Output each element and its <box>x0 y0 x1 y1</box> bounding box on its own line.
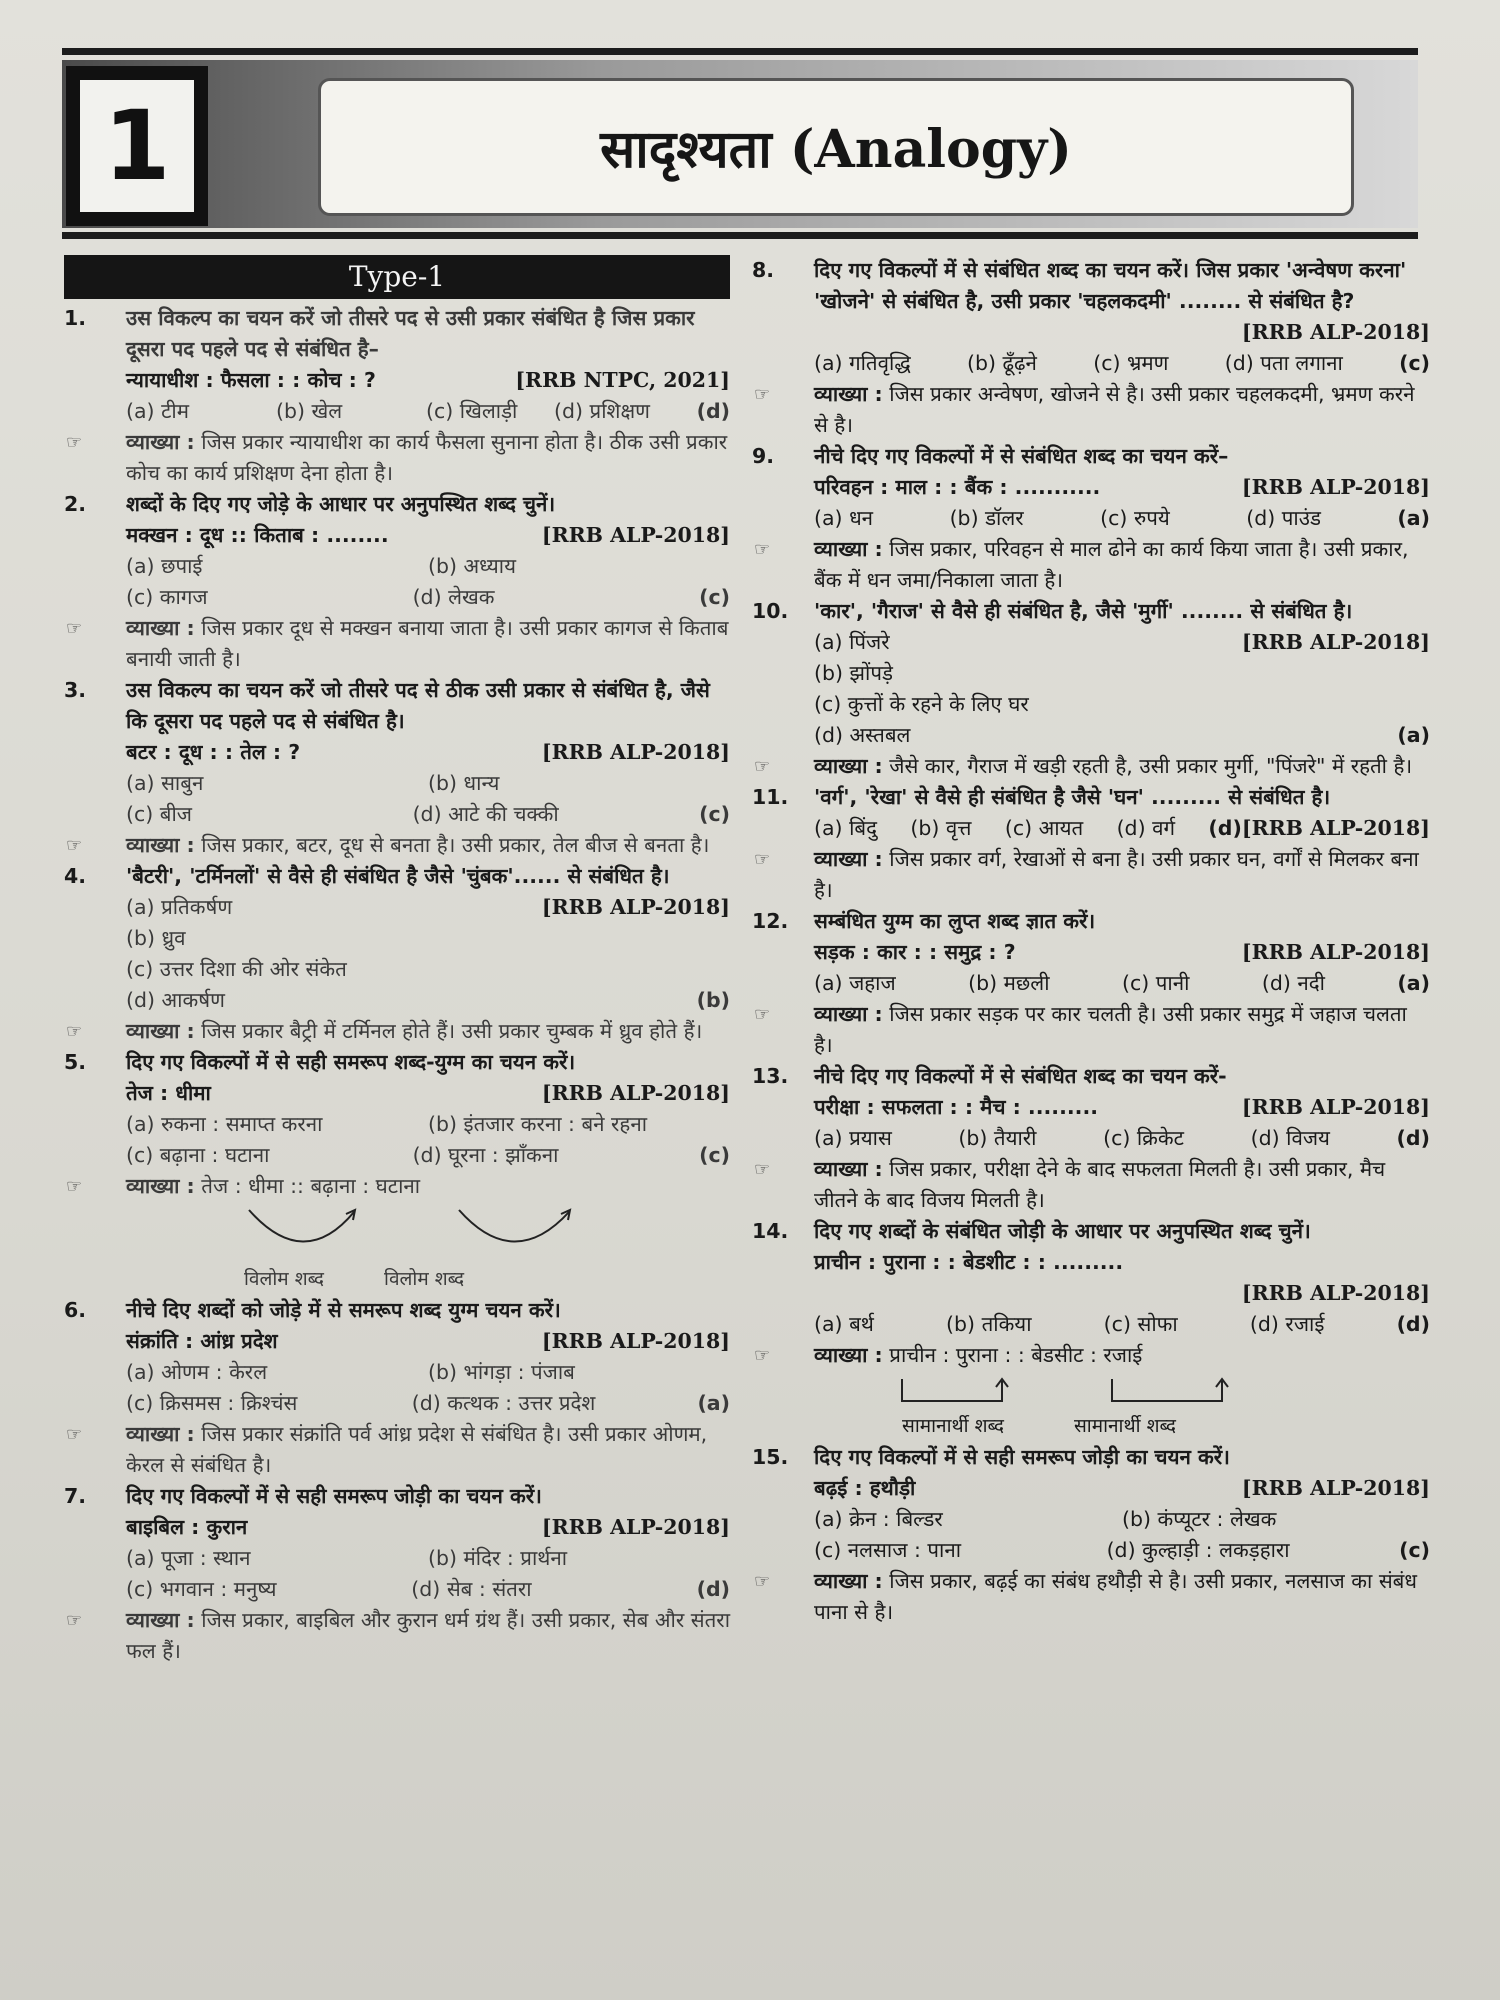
synonym-label: सामानार्थी शब्द <box>902 1415 1004 1437</box>
explanation-label: व्याख्या : <box>126 833 195 857</box>
option-c: (c) कागज <box>126 585 208 609</box>
question-10 <box>752 596 1430 751</box>
option-d: (d) नदी <box>1261 971 1325 995</box>
explanation-label: व्याख्या : <box>814 1157 883 1181</box>
pointing-hand-icon: ☞ <box>754 1571 771 1592</box>
right-column <box>752 255 1430 1628</box>
explanation-5 <box>64 1171 730 1202</box>
explanation-label: व्याख्या : <box>126 1422 195 1446</box>
question-13 <box>752 1061 1430 1154</box>
question-6 <box>64 1295 730 1419</box>
option-c: (c) रुपये <box>1100 506 1170 530</box>
answer-key: (a) <box>1397 723 1430 747</box>
exam-source: [RRB ALP-2018] <box>1241 630 1430 654</box>
header-top-rule <box>62 48 1418 55</box>
question-text: नीचे दिए शब्दों को जोड़े में से समरूप शब्द युग्म चयन करें। <box>126 1298 561 1322</box>
answer-key: (c) <box>1399 351 1430 375</box>
explanation-7 <box>64 1605 730 1667</box>
answer-key: (a) <box>1397 971 1430 995</box>
option-b: (b) अध्याय <box>428 554 516 578</box>
explanation-text: तेज : धीमा :: बढ़ाना : घटाना <box>201 1174 421 1198</box>
exam-source: [RRB ALP-2018] <box>1241 475 1430 499</box>
question-7 <box>64 1481 730 1605</box>
question-prompt: परिवहन : माल : : बैंक : ........... <box>814 475 1101 499</box>
option-b: (b) भांगड़ा : पंजाब <box>428 1360 575 1384</box>
pointing-hand-icon: ☞ <box>754 1345 771 1366</box>
question-text: सम्बंधित युग्म का लुप्त शब्द ज्ञात करें। <box>814 909 1096 933</box>
question-text: 'वर्ग', 'रेखा' से वैसे ही संबंधित है जैसे 'घन' ......... से संबंधित है। <box>814 785 1331 809</box>
exam-source: [RRB ALP-2018] <box>541 1329 730 1353</box>
option-b: (b) वृत्त <box>910 816 972 840</box>
option-b: (b) खेल <box>276 399 343 423</box>
question-number: 2. <box>64 492 87 516</box>
question-number: 5. <box>64 1050 87 1074</box>
explanation-text: जिस प्रकार वर्ग, रेखाओं से बना है। उसी प्रकार घन, वर्गों से मिलकर बना है। <box>814 847 1419 902</box>
explanation-text: जिस प्रकार संक्रांति पर्व आंध्र प्रदेश से संबंधित है। उसी प्रकार ओणम, केरल से संबंधित है। <box>126 1422 708 1477</box>
option-b: (b) धान्य <box>428 771 500 795</box>
exam-source: [RRB ALP-2018] <box>1241 320 1430 344</box>
pointing-hand-icon: ☞ <box>66 1424 83 1445</box>
answer-key: (c) <box>699 585 731 609</box>
option-b: (b) झोंपड़े <box>814 661 893 685</box>
exam-source: [RRB ALP-2018] <box>1241 816 1430 840</box>
type-heading: Type-1 <box>64 255 730 299</box>
explanation-2 <box>64 613 730 675</box>
answer-key: (d) <box>1396 1312 1430 1336</box>
option-c: (c) बढ़ाना : घटाना <box>126 1143 270 1167</box>
antonym-label: विलोम शब्द <box>384 1268 465 1290</box>
option-b: (b) तैयारी <box>958 1126 1037 1150</box>
option-c: (c) पानी <box>1121 971 1190 995</box>
question-text: दिए गए शब्दों के संबंधित जोड़ी के आधार पर अनुपस्थित शब्द चुनें। <box>814 1219 1311 1243</box>
option-c: (c) आयत <box>1004 816 1084 840</box>
pointing-hand-icon: ☞ <box>754 1159 771 1180</box>
question-number: 10. <box>752 599 789 623</box>
option-b: (b) तकिया <box>946 1312 1032 1336</box>
question-number: 1. <box>64 306 87 330</box>
answer-key: (c) <box>1399 1538 1431 1562</box>
option-d: (d) आटे की चक्की <box>412 802 559 826</box>
option-a: (a) पिंजरे <box>814 630 890 654</box>
explanation-10 <box>752 751 1430 782</box>
question-prompt: संक्रांति : आंध्र प्रदेश <box>126 1329 278 1353</box>
option-d: (d) सेब : संतरा <box>411 1577 532 1601</box>
option-a: (a) टीम <box>126 399 189 423</box>
question-12 <box>752 906 1430 999</box>
explanation-label: व्याख्या : <box>814 754 883 778</box>
exam-source: [RRB ALP-2018] <box>1241 1476 1430 1500</box>
option-b: (b) इंतजार करना : बने रहना <box>428 1112 648 1136</box>
answer-key: (a) <box>1397 506 1430 530</box>
option-b: (b) मंदिर : प्रार्थना <box>428 1546 568 1570</box>
question-text: दिए गए विकल्पों में से सही समरूप जोड़ी का चयन करें। <box>814 1445 1230 1469</box>
explanation-label: व्याख्या : <box>814 1343 883 1367</box>
explanation-3 <box>64 830 730 861</box>
pointing-hand-icon: ☞ <box>754 1004 771 1025</box>
explanation-text: जिस प्रकार, बाइबिल और कुरान धर्म ग्रंथ हैं। उसी प्रकार, सेब और संतरा फल हैं। <box>126 1608 730 1663</box>
question-prompt: न्यायाधीश : फैसला : : कोच : ? <box>126 368 376 392</box>
answer-key: (c) <box>699 1143 731 1167</box>
antonym-labels <box>64 1264 730 1295</box>
option-b: (b) मछली <box>968 971 1050 995</box>
chapter-number: 1 <box>66 66 208 226</box>
option-c: (c) भगवान : मनुष्य <box>126 1577 277 1601</box>
option-b: (b) कंप्यूटर : लेखक <box>1122 1507 1277 1531</box>
option-c: (c) क्रिकेट <box>1103 1126 1185 1150</box>
option-d: (d) लेखक <box>412 585 495 609</box>
option-a: (a) प्रयास <box>814 1126 892 1150</box>
question-4 <box>64 861 730 1016</box>
option-d: (d) विजय <box>1250 1126 1330 1150</box>
antonym-arcs <box>64 1202 730 1264</box>
question-15 <box>752 1442 1430 1566</box>
explanation-label: व्याख्या : <box>126 430 195 454</box>
option-d: (d) पता लगाना <box>1224 351 1343 375</box>
question-prompt: बाइबिल : कुरान <box>126 1515 248 1539</box>
question-1 <box>64 303 730 427</box>
answer-key: (c) <box>699 802 731 826</box>
explanation-text: जिस प्रकार, परीक्षा देने के बाद सफलता मिलती है। उसी प्रकार, मैच जीतने के बाद विजय मिलती है। <box>814 1157 1386 1212</box>
explanation-label: व्याख्या : <box>814 1569 883 1593</box>
explanation-14 <box>752 1340 1430 1371</box>
pointing-hand-icon: ☞ <box>754 384 771 405</box>
explanation-label: व्याख्या : <box>126 1174 195 1198</box>
question-prompt: बढ़ई : हथौड़ी <box>814 1476 916 1500</box>
explanation-label: व्याख्या : <box>814 847 883 871</box>
option-a: (a) गतिवृद्धि <box>814 351 911 375</box>
exam-source: [RRB ALP-2018] <box>1241 1095 1430 1119</box>
bracket-arrows-icon <box>752 1371 1352 1411</box>
explanation-label: व्याख्या : <box>814 382 883 406</box>
curved-arrows-icon <box>64 1202 664 1264</box>
question-prompt: बटर : दूध : : तेल : ? <box>126 740 301 764</box>
option-d: (d) घूरना : झाँकना <box>412 1143 559 1167</box>
option-a: (a) प्रतिकर्षण <box>126 895 233 919</box>
exam-source: [RRB ALP-2018] <box>541 1515 730 1539</box>
question-number: 6. <box>64 1298 87 1322</box>
answer-key: (d) <box>696 399 730 423</box>
question-number: 13. <box>752 1064 789 1088</box>
option-a: (a) रुकना : समाप्त करना <box>126 1112 323 1136</box>
option-d: (d) कुल्हाड़ी : लकड़हारा <box>1106 1538 1290 1562</box>
question-number: 14. <box>752 1219 789 1243</box>
option-d: (d) वर्ग <box>1116 816 1176 840</box>
explanation-label: व्याख्या : <box>126 1608 195 1632</box>
option-d: (d) प्रशिक्षण <box>554 399 650 423</box>
question-prompt: मक्खन : दूध :: किताब : ........ <box>126 523 389 547</box>
question-9 <box>752 441 1430 534</box>
explanation-13 <box>752 1154 1430 1216</box>
question-prompt: परीक्षा : सफलता : : मैच : ......... <box>814 1095 1099 1119</box>
explanation-11 <box>752 844 1430 906</box>
question-prompt: सड़क : कार : : समुद्र : ? <box>814 940 1016 964</box>
option-c: (c) बीज <box>126 802 193 826</box>
explanation-label: व्याख्या : <box>126 1019 195 1043</box>
question-5 <box>64 1047 730 1171</box>
question-number: 11. <box>752 785 789 809</box>
exam-source: [RRB NTPC, 2021] <box>515 368 730 392</box>
header-bottom-rule <box>62 232 1418 239</box>
option-a: (a) छपाई <box>126 554 203 578</box>
question-prompt: तेज : धीमा <box>126 1081 211 1105</box>
option-c: (c) कुत्तों के रहने के लिए घर <box>814 692 1029 716</box>
pointing-hand-icon: ☞ <box>66 618 83 639</box>
option-a: (a) ओणम : केरल <box>126 1360 268 1384</box>
antonym-label: विलोम शब्द <box>244 1268 325 1290</box>
option-c: (c) क्रिसमस : क्रिश्चंस <box>126 1391 298 1415</box>
pointing-hand-icon: ☞ <box>66 1021 83 1042</box>
option-d: (d) रजाई <box>1249 1312 1325 1336</box>
left-column <box>64 255 730 1667</box>
explanation-text: जिस प्रकार अन्वेषण, खोजने से है। उसी प्रकार चहलकदमी, भ्रमण करने से है। <box>814 382 1415 437</box>
explanation-text: जिस प्रकार, बटर, दूध से बनता है। उसी प्रकार, तेल बीज से बनता है। <box>201 833 710 857</box>
chapter-title: सादृश्यता (Analogy) <box>318 78 1354 216</box>
option-a: (a) धन <box>814 506 874 530</box>
answer-key: (d) <box>1208 816 1242 840</box>
explanation-9 <box>752 534 1430 596</box>
question-number: 8. <box>752 258 775 282</box>
option-c: (c) नलसाज : पाना <box>814 1538 962 1562</box>
explanation-text: जिस प्रकार सड़क पर कार चलती है। उसी प्रकार समुद्र में जहाज चलता है। <box>814 1002 1407 1057</box>
option-d: (d) आकर्षण <box>126 988 225 1012</box>
explanation-12 <box>752 999 1430 1061</box>
explanation-8 <box>752 379 1430 441</box>
question-prompt: प्राचीन : पुराना : : बेडशीट : : ......... <box>814 1250 1124 1274</box>
question-text: नीचे दिए गए विकल्पों में से संबंधित शब्द का चयन करें– <box>814 444 1229 468</box>
question-11 <box>752 782 1430 844</box>
pointing-hand-icon: ☞ <box>754 539 771 560</box>
pointing-hand-icon: ☞ <box>754 756 771 777</box>
question-text: 'कार', 'गैराज' से वैसे ही संबंधित है, जैसे 'मुर्गी' ........ से संबंधित है। <box>814 599 1353 623</box>
question-number: 3. <box>64 678 87 702</box>
question-number: 4. <box>64 864 87 888</box>
explanation-text: प्राचीन : पुराना : : बेडसीट : रजाई <box>889 1343 1143 1367</box>
explanation-text: जिस प्रकार, परिवहन से माल ढोने का कार्य किया जाता है। उसी प्रकार, बैंक में धन जमा/निकाला जाता है। <box>814 537 1409 592</box>
question-2 <box>64 489 730 613</box>
option-a: (a) बर्थ <box>814 1312 874 1336</box>
option-a: (a) बिंदु <box>814 816 877 840</box>
explanation-text: जिस प्रकार, बढ़ई का संबंध हथौड़ी से है। उसी प्रकार, नलसाज का संबंध पाना से है। <box>814 1569 1417 1624</box>
question-text: दिए गए विकल्पों में से सही समरूप शब्द-युग्म का चयन करें। <box>126 1050 576 1074</box>
question-text: नीचे दिए गए विकल्पों में से संबंधित शब्द का चयन करें- <box>814 1064 1227 1088</box>
option-d: (d) पाउंड <box>1246 506 1321 530</box>
option-a: (a) क्रेन : बिल्डर <box>814 1507 943 1531</box>
question-number: 9. <box>752 444 775 468</box>
question-8 <box>752 255 1430 379</box>
exam-source: [RRB ALP-2018] <box>541 1081 730 1105</box>
synonym-labels <box>752 1411 1430 1442</box>
explanation-text: जिस प्रकार न्यायाधीश का कार्य फैसला सुनाना होता है। ठीक उसी प्रकार कोच का कार्य प्रशिक्षण देना होता है। <box>126 430 728 485</box>
pointing-hand-icon: ☞ <box>66 432 83 453</box>
exam-source: [RRB ALP-2018] <box>541 740 730 764</box>
question-number: 7. <box>64 1484 87 1508</box>
explanation-text: जैसे कार, गैराज में खड़ी रहती है, उसी प्रकार मुर्गी, "पिंजरे" में रहती है। <box>889 754 1413 778</box>
option-b: (b) ढूँढ़ने <box>966 351 1037 375</box>
option-a: (a) जहाज <box>814 971 896 995</box>
option-b: (b) डॉलर <box>949 506 1024 530</box>
pointing-hand-icon: ☞ <box>754 849 771 870</box>
option-c: (c) सोफा <box>1103 1312 1178 1336</box>
option-a: (a) साबुन <box>126 771 204 795</box>
pointing-hand-icon: ☞ <box>66 1176 83 1197</box>
option-d: (d) अस्तबल <box>814 723 911 747</box>
option-c: (c) उत्तर दिशा की ओर संकेत <box>126 957 347 981</box>
answer-key: (a) <box>697 1391 731 1415</box>
option-a: (a) पूजा : स्थान <box>126 1546 251 1570</box>
option-d: (d) कत्थक : उत्तर प्रदेश <box>411 1391 596 1415</box>
explanation-label: व्याख्या : <box>126 616 195 640</box>
exam-source: [RRB ALP-2018] <box>541 523 730 547</box>
explanation-15 <box>752 1566 1430 1628</box>
explanation-text: जिस प्रकार बैट्री में टर्मिनल होते हैं। उसी प्रकार चुम्बक में ध्रुव होते हैं। <box>201 1019 703 1043</box>
exam-source: [RRB ALP-2018] <box>1241 940 1430 964</box>
question-text: उस विकल्प का चयन करें जो तीसरे पद से ठीक उसी प्रकार से संबंधित है, जैसे कि दूसरा पद पहले पद से संबंधित है। <box>126 678 710 733</box>
explanation-label: व्याख्या : <box>814 537 883 561</box>
question-text: उस विकल्प का चयन करें जो तीसरे पद से उसी प्रकार संबंधित है जिस प्रकार दूसरा पद पहले पद से संबंधित है– <box>126 306 695 361</box>
question-text: दिए गए विकल्पों में से सही समरूप जोड़ी का चयन करें। <box>126 1484 542 1508</box>
pointing-hand-icon: ☞ <box>66 835 83 856</box>
synonym-label: सामानार्थी शब्द <box>1073 1415 1176 1437</box>
question-text: दिए गए विकल्पों में से संबंधित शब्द का चयन करें। जिस प्रकार 'अन्वेषण करना' 'खोजने' से संबंधित है, उसी प्रकार 'चहलकदमी' ........ से संबंधित है? <box>814 258 1407 313</box>
explanation-6 <box>64 1419 730 1481</box>
question-text: 'बैटरी', 'टर्मिनलों' से वैसे ही संबंधित है जैसे 'चुंबक'...... से संबंधित है। <box>126 864 670 888</box>
answer-key: (d) <box>1396 1126 1430 1150</box>
answer-key: (b) <box>696 988 730 1012</box>
explanation-1 <box>64 427 730 489</box>
question-text: शब्दों के दिए गए जोड़े के आधार पर अनुपस्थित शब्द चुनें। <box>126 492 556 516</box>
synonym-brackets <box>752 1371 1430 1411</box>
option-c: (c) भ्रमण <box>1093 351 1169 375</box>
question-number: 15. <box>752 1445 789 1469</box>
question-14 <box>752 1216 1430 1340</box>
exam-source: [RRB ALP-2018] <box>1241 1281 1430 1305</box>
explanation-text: जिस प्रकार दूध से मक्खन बनाया जाता है। उसी प्रकार कागज से किताब बनायी जाती है। <box>126 616 729 671</box>
answer-key: (d) <box>696 1577 731 1601</box>
explanation-4 <box>64 1016 730 1047</box>
question-number: 12. <box>752 909 789 933</box>
exam-source: [RRB ALP-2018] <box>541 895 730 919</box>
pointing-hand-icon: ☞ <box>66 1610 83 1631</box>
option-b: (b) ध्रुव <box>126 926 186 950</box>
explanation-label: व्याख्या : <box>814 1002 883 1026</box>
question-3 <box>64 675 730 830</box>
option-c: (c) खिलाड़ी <box>426 399 518 423</box>
